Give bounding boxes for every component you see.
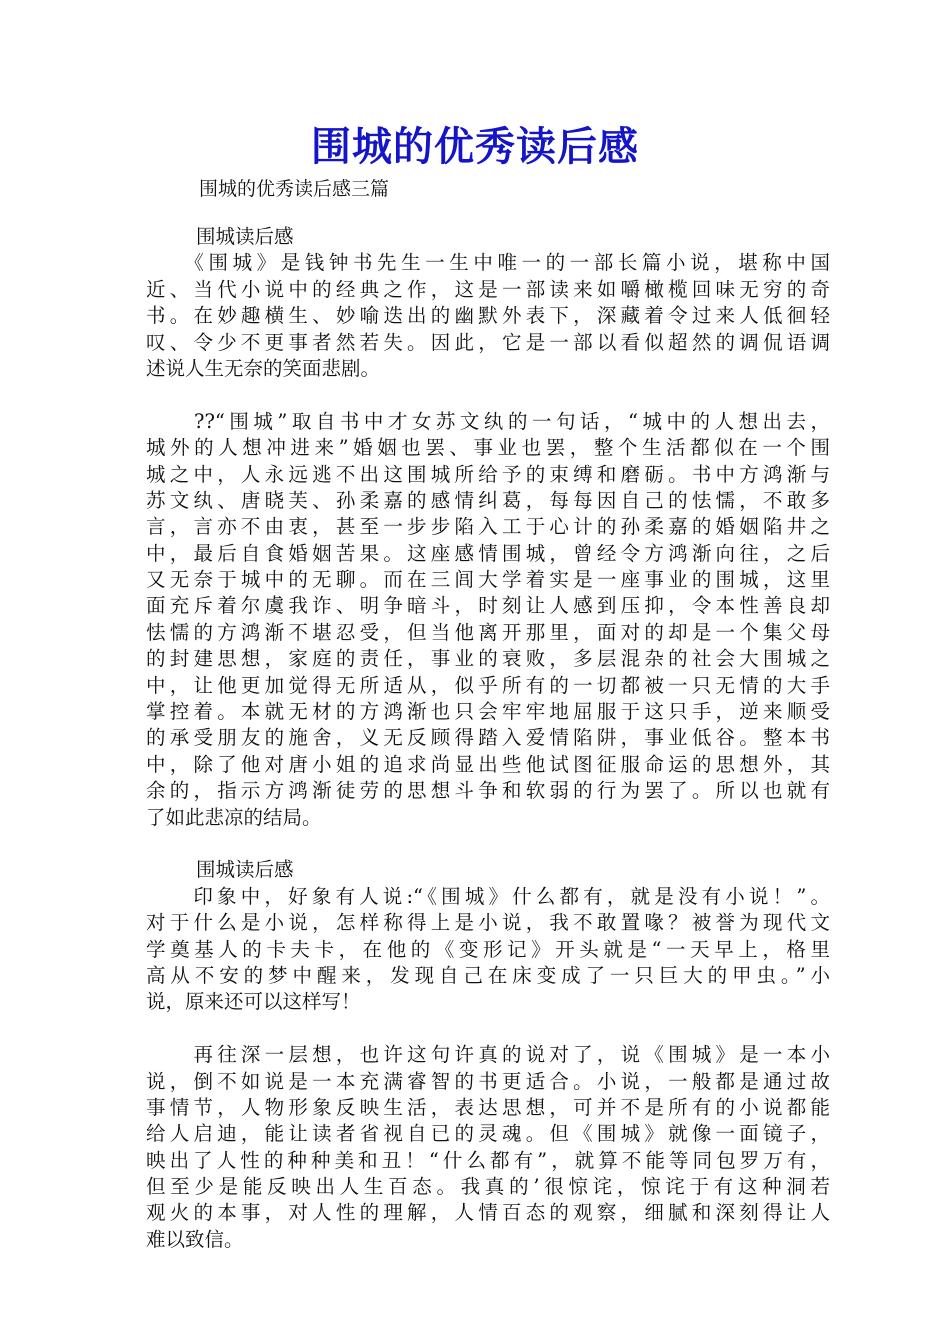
- paragraph-line: 的封建思想，家庭的责任，事业的衰败，多层混杂的社会大围城之: [146, 647, 830, 671]
- paragraph-line: 说，倒不如说是一本充满睿智的书更适合。小说，一般都是通过故: [146, 1069, 830, 1093]
- paragraph-line: 高从不安的梦中醒来，发现自己在床变成了一只巨大的甲虫。”小: [146, 963, 830, 987]
- paragraph-line: 中，让他更加觉得无所适从，似乎所有的一切都被一只无情的大手: [146, 673, 830, 697]
- paragraph-spacer: [146, 382, 830, 408]
- section-heading: 围城读后感: [196, 225, 294, 248]
- paragraph-line: 印象中，好象有人说:“《围城》什么都有，就是没有小说！”。: [146, 884, 830, 908]
- paragraph-line: 面充斥着尔虞我诈、明争暗斗，时刻让人感到压抑，令本性善良却: [146, 594, 830, 618]
- paragraph-line: 怯懦的方鸿渐不堪忍受，但当他离开那里，面对的却是一个集父母: [146, 620, 830, 644]
- paragraph-line: 言，言亦不由衷，甚至一步步陷入工于心计的孙柔嘉的婚姻陷井之: [146, 515, 830, 539]
- document-subtitle: 围城的优秀读后感三篇: [199, 178, 390, 200]
- paragraph-line: 映出了人性的种种美和丑！“什么都有”，就算不能等同包罗万有，: [146, 1148, 830, 1172]
- paragraph-line: 对于什么是小说，怎样称得上是小说，我不敢置喙？被誉为现代文: [146, 911, 830, 935]
- document-body: [146, 224, 830, 1253]
- paragraph-line: 中，除了他对唐小姐的追求尚显出些他试图征服命运的思想外，其: [146, 752, 830, 776]
- paragraph-line: 的承受朋友的施舍，义无反顾得踏入爱情陷阱，事业低谷。整本书: [146, 726, 830, 750]
- paragraph-line: 余的，指示方鸿渐徒劳的思想斗争和软弱的行为罢了。所以也就有: [146, 779, 830, 803]
- paragraph-line: 书。在妙趣横生、妙喻迭出的幽默外表下，深藏着令过来人低徊轻: [146, 304, 830, 328]
- paragraph-line: 事情节，人物形象反映生活，表达思想，可并不是所有的小说都能: [146, 1095, 830, 1119]
- paragraph-spacer: [146, 1016, 830, 1042]
- paragraph-line: 城外的人想冲进来”婚姻也罢、事业也罢，整个生活都似在一个围: [146, 436, 830, 460]
- paragraph-line: 难以致信。: [146, 1227, 244, 1251]
- paragraph-line: 学奠基人的卡夫卡，在他的《变形记》开头就是“一天早上，格里: [146, 937, 830, 961]
- section-heading: 围城读后感: [196, 858, 294, 882]
- paragraph-line: 了如此悲凉的结局。: [146, 805, 322, 829]
- paragraph-line: 再往深一层想，也许这句许真的说对了，说《围城》是一本小: [146, 1043, 830, 1067]
- paragraph-line: 但至少是能反映出人生百态。我真的’很惊诧，惊诧于有这种洞若: [146, 1175, 830, 1199]
- paragraph-line: 给人启迪，能让读者省视自已的灵魂。但《围城》就像一面镜子，: [146, 1122, 830, 1146]
- paragraph-line: 苏文纨、唐晓芙、孙柔嘉的感情纠葛，每每因自己的怯懦，不敢多: [146, 488, 830, 512]
- paragraph-line: 城之中，人永远逃不出这围城所给予的束缚和磨砺。书中方鸿渐与: [146, 462, 830, 486]
- paragraph-line: 掌控着。本就无材的方鸿渐也只会牢牢地屈服于这只手，逆来顺受: [146, 700, 830, 724]
- paragraph-line: 观火的本事，对人性的理解，人情百态的观察，细腻和深刻得让人: [146, 1201, 830, 1225]
- document-title: 围城的优秀读后感: [311, 123, 639, 170]
- paragraph-line: 叹、令少不更事者然若失。因此，它是一部以看似超然的调侃语调: [146, 330, 830, 354]
- paragraph-line: 述说人生无奈的笑面悲剧。: [146, 356, 381, 380]
- section-spacer: [146, 831, 830, 857]
- paragraph-line: 又无奈于城中的无聊。而在三闾大学着实是一座事业的围城，这里: [146, 568, 830, 592]
- paragraph-line: 说，原来还可以这样写！: [146, 990, 361, 1014]
- paragraph-line: ??“围城”取自书中才女苏文纨的一句话，“城中的人想出去，: [146, 409, 830, 433]
- paragraph-line: 《围城》是钱钟书先生一生中唯一的一部长篇小说，堪称中国: [146, 251, 830, 275]
- paragraph-line: 近、当代小说中的经典之作，这是一部读来如嚼橄榄回味无穷的奇: [146, 277, 830, 301]
- paragraph-line: 中，最后自食婚姻苦果。这座感情围城，曾经令方鸿渐向往，之后: [146, 541, 830, 565]
